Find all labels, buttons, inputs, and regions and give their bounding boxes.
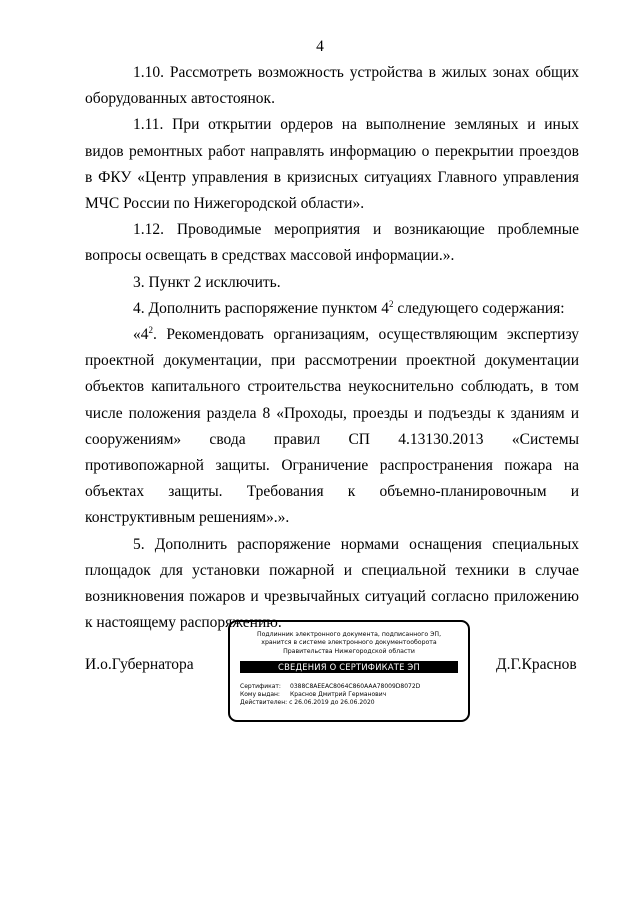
page-number: 4 [316, 38, 324, 55]
owner-label: Кому выдан: [240, 691, 280, 699]
paragraph-4 [85, 296, 579, 322]
paragraph-5: 5. Дополнить распоряжение нормами оснащения специальных площадок для установки пожарной и специальной техники в случае возникновения пожаров и чрезвычайных ситуаций согласно приложению к настоящему распоряжению. [85, 535, 579, 632]
stamp-cert-row [240, 683, 468, 691]
paragraph-3: 3. Пункт 2 исключить. [133, 273, 281, 291]
stamp-valid-row: Действителен: с 26.06.2019 до 26.06.2020 [240, 699, 375, 707]
cert-value: 0388C8AEEAC8064C860AAA78009D8072D [290, 683, 421, 691]
paragraph-4-text-end: следующего содержания: [393, 299, 565, 317]
paragraph-4-2 [85, 322, 579, 532]
stamp-header [230, 631, 468, 656]
stamp-line-3: Правительства Нижегородской области [283, 647, 415, 655]
paragraph-1-12: 1.12. Проводимые мероприятия и возникающие проблемные вопросы освещать в средствах массовой информации.». [85, 221, 579, 265]
paragraph-4-text: 4. Дополнить распоряжение пунктом 4 [133, 299, 389, 317]
cert-label: Сертификат: [240, 683, 281, 691]
paragraph-1-11: 1.11. При открытии ордеров на выполнение земляных и иных видов ремонтных работ направлять информацию о перекрытии проездов в ФКУ «Центр управления в кризисных ситуациях Главного управления МЧС России по Нижегородской области». [85, 116, 579, 213]
stamp-details [240, 683, 468, 707]
owner-value: Краснов Дмитрий Германович [290, 691, 387, 699]
paragraph-4-sup: 2 [389, 298, 394, 309]
stamp-owner-row [240, 691, 468, 699]
paragraph-4-2-sup: 2 [148, 325, 153, 336]
document-body [85, 60, 579, 636]
stamp-line-1: Подлинник электронного документа, подписанного ЭП, [256, 631, 442, 638]
signatory-position: И.о.Губернатора [85, 656, 194, 673]
paragraph-4-2-text: . Рекомендовать организациям, осуществляющим экспертизу проектной документации, при рассмотрении проектной документации объектов капитального строительства неукоснительно соблюдать, в том числе положения раздела 8 «Проходы, проезды и подъезды к зданиям и сооружениям» свода правил СП 4.13130.2013 «Системы противопожарной защиты. Ограничение распространения пожара на объектах защиты. Требования к объемно-планировочным и конструктивным решениям».». [85, 326, 579, 527]
stamp-line-2: хранится в системе электронного документооборота [261, 639, 437, 647]
stamp-title: СВЕДЕНИЯ О СЕРТИФИКАТЕ ЭП [240, 661, 458, 673]
paragraph-1-10: 1.10. Рассмотреть возможность устройства в жилых зонах общих оборудованных автостоянок. [85, 64, 579, 108]
signatory-name: Д.Г.Краснов [496, 656, 577, 673]
e-signature-stamp [228, 620, 470, 722]
paragraph-4-2-start: «4 [133, 326, 149, 344]
